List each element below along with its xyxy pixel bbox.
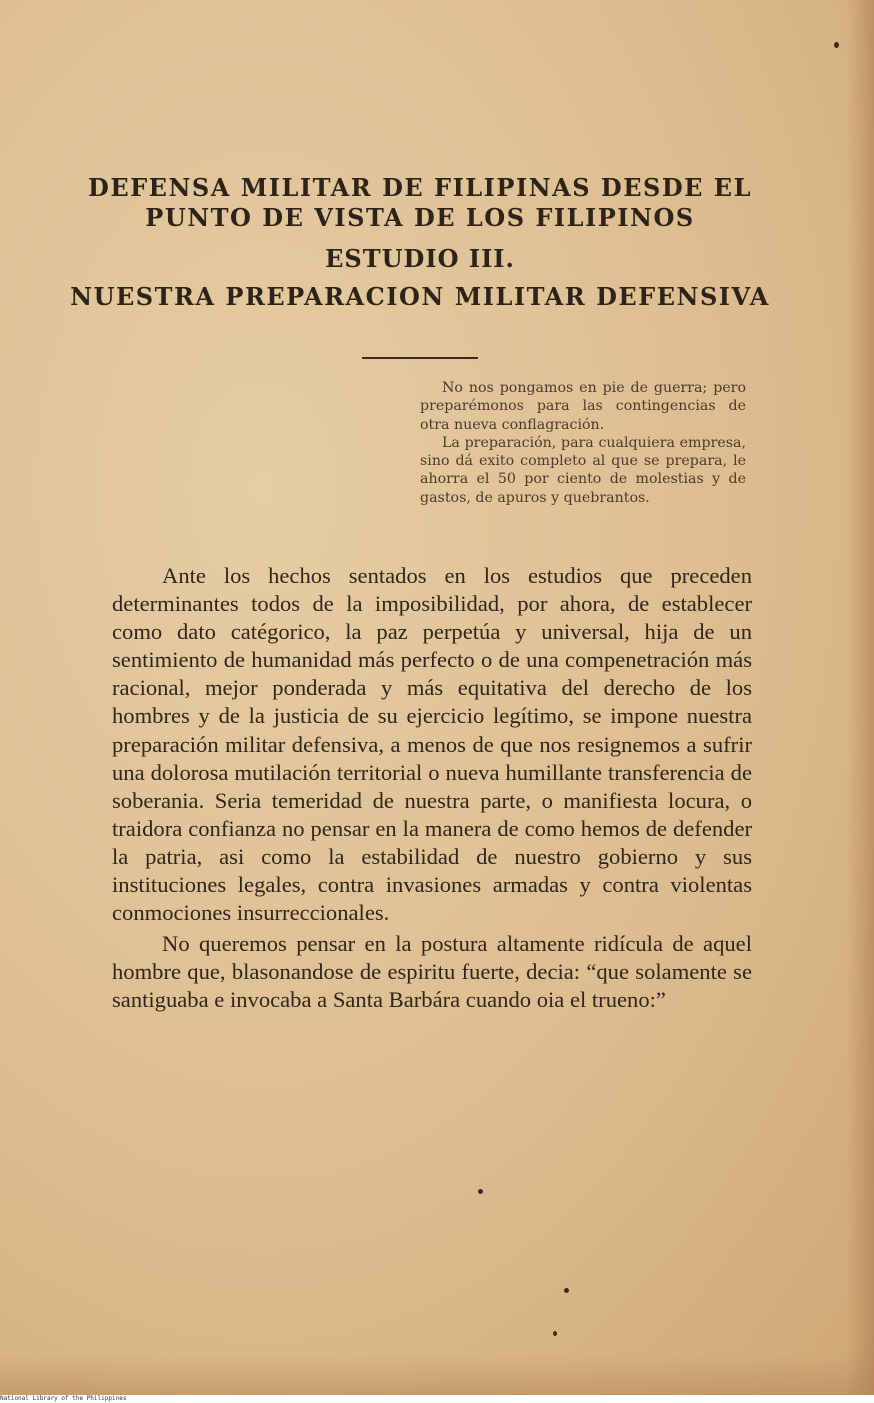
ink-speck	[834, 42, 839, 48]
ink-speck	[553, 1331, 557, 1336]
study-number: ESTUDIO III.	[325, 244, 515, 273]
footer-strip	[0, 1395, 874, 1403]
epigraph-paragraph: No nos pongamos en pie de guerra; pero preparémonos para las contingencias de otra nueva conflagración.	[420, 380, 746, 433]
footer-credit: National Library of the Philippines	[0, 1395, 127, 1402]
ink-speck	[564, 1288, 569, 1293]
page-edge-shadow	[846, 0, 874, 1395]
body-text	[112, 562, 752, 1015]
page-bottom-shadow	[0, 1355, 874, 1395]
study-title: NUESTRA PREPARACION MILITAR DEFENSIVA	[70, 282, 770, 311]
epigraph	[420, 379, 746, 507]
body-paragraph: No queremos pensar en la postura altamente ridícula de aquel hombre que, blasonandose de espiritu fuerte, decia: “que solamente se santiguaba e invocaba a Santa Barbára cuando oia el trueno:”	[112, 931, 752, 1013]
body-paragraph: Ante los hechos sentados en los estudios que preceden determinantes todos de la imposibilidad, por ahora, de establecer como dato catégorico, la paz perpetúa y universal, hija de un sentimiento de humanidad más perfecto o de una compenetración más racional, mejor ponderada y más equitativa del derecho de los hombres y de la justicia de su ejercicio legítimo, se impone nuestra preparación militar defensiva, a menos de que nos resignemos a sufrir una dolorosa mutilación territorial o nueva humillante transferencia de soberania. Seria temeridad de nuestra parte, o manifiesta locura, o traidora confianza no pensar en la manera de como hemos de defender la patria, asi como la estabilidad de nuestro gobierno y sus instituciones legales, contra invasiones armadas y contra violentas conmociones insurreccionales.	[112, 563, 752, 926]
ink-speck	[478, 1189, 483, 1194]
epigraph-paragraph: La preparación, para cualquiera empresa, sino dá exito completo al que se prepara, le ahorra el 50 por ciento de molestias y de gastos, de apuros y quebrantos.	[420, 434, 746, 506]
page-title: DEFENSA MILITAR DE FILIPINAS DESDE EL PUNTO DE VISTA DE LOS FILIPINOS	[88, 173, 752, 232]
title-divider	[362, 357, 478, 359]
